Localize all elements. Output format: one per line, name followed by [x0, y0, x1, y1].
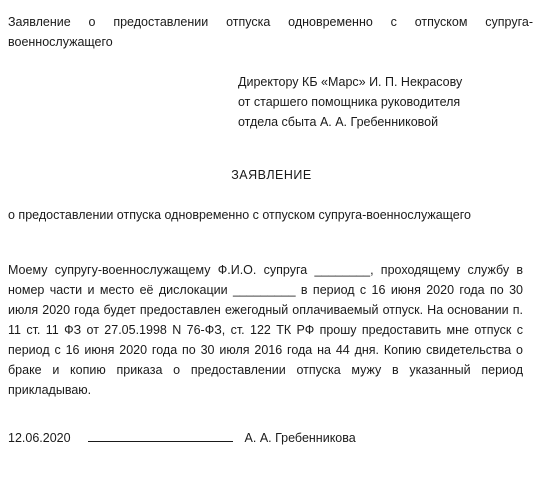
- addressee-block: [238, 72, 538, 132]
- signature-line: [88, 428, 233, 442]
- subject-line: о предоставлении отпуска одновременно с отпуском супруга-военнослужащего: [8, 208, 471, 222]
- signature-row: [8, 428, 533, 448]
- body-paragraph: Моему супругу-военнослужащему Ф.И.О. супруга ________, проходящему службу в номер части и место её дислокации _________ в период с 16 июня 2020 года по 30 июля 2020 года будет предоставлен ежегодный оплачиваемый отпуск. На основании п. 11 ст. 11 ФЗ от 27.05.1998 N 76-ФЗ, ст. 122 ТК РФ прошу предоставить мне отпуск с период с 16 июня 2020 года по 30 июля 2016 года на 44 дня. Копию свидетельства о браке и копию приказа о предоставлении отпуска мужу в указанный период прикладываю.: [8, 263, 523, 397]
- document-title: ЗАЯВЛЕНИЕ: [231, 168, 312, 182]
- addressee-line: отдела сбыта А. А. Гребенниковой: [238, 115, 439, 129]
- addressee-line: Директору КБ «Марс» И. П. Некрасову: [238, 75, 463, 89]
- document-heading: Заявление о предоставлении отпуска одновременно с отпуском супруга-военнослужащего: [8, 15, 533, 49]
- signature-name: А. А. Гребенникова: [244, 431, 356, 445]
- addressee-line: от старшего помощника руководителя: [238, 95, 461, 109]
- signature-date: 12.06.2020: [8, 431, 71, 445]
